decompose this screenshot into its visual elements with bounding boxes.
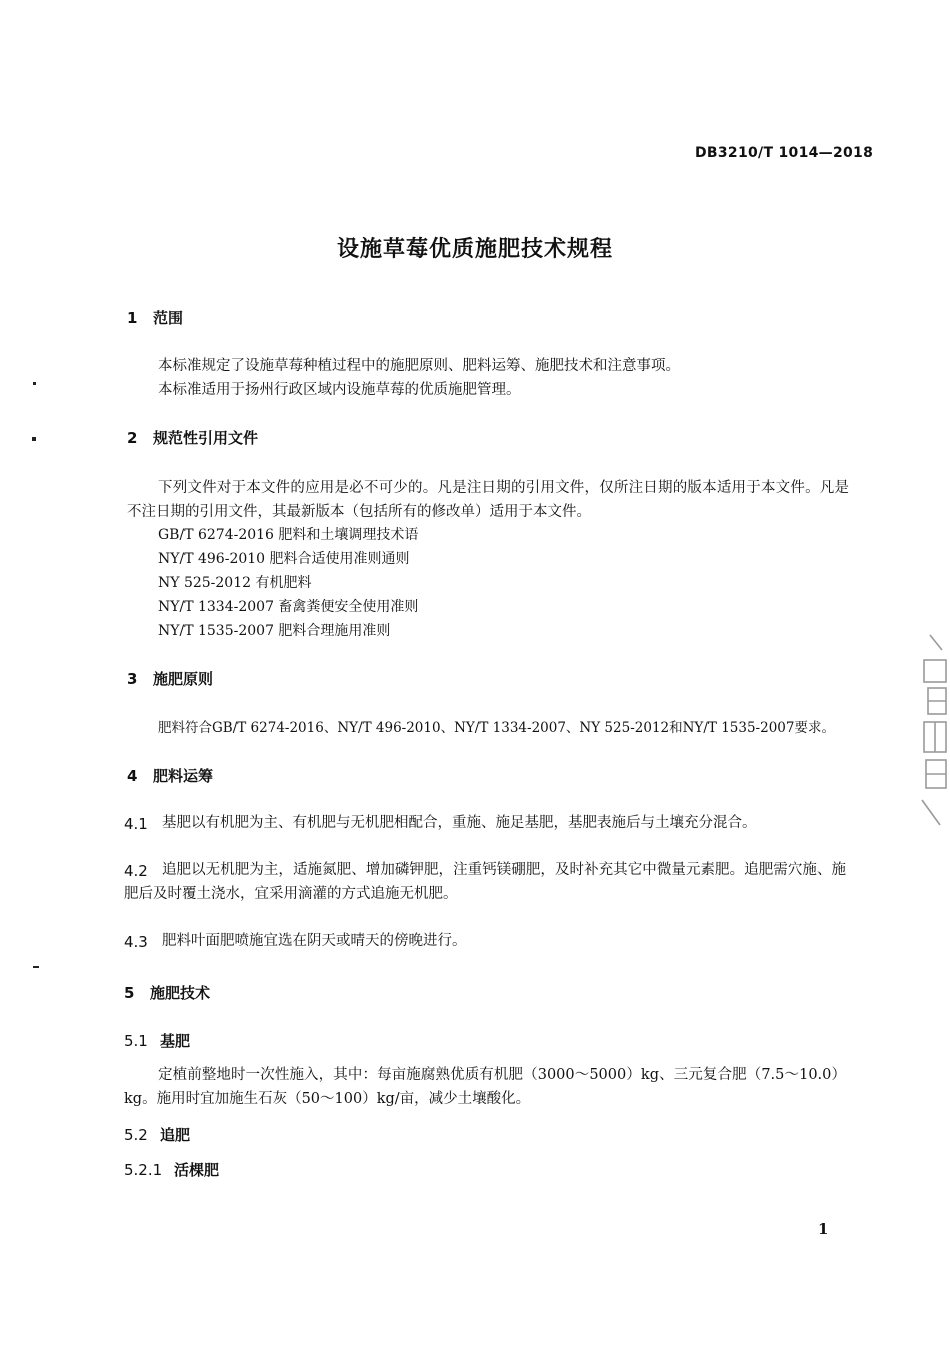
scan-speck: [33, 966, 39, 968]
section-5-heading: [124, 982, 210, 1003]
section-4-heading: [127, 765, 213, 786]
section-title: 范围: [153, 309, 184, 327]
clause-4-3-text: 肥料叶面肥喷施宜选在阴天或晴天的傍晚进行。: [162, 933, 467, 949]
clause-4-3-number: 4.3: [124, 933, 148, 951]
section-number: 2: [127, 429, 138, 447]
scan-speck: [33, 382, 36, 385]
document-title: 设施草莓优质施肥技术规程: [336, 237, 613, 262]
reference-item: NY/T 496-2010 肥料合适使用准则通则: [158, 551, 410, 567]
section-1-heading: [127, 307, 183, 328]
clause-5-2-1-heading: [124, 1159, 219, 1180]
section-3-para: 肥料符合GB/T 6274-2016、NY/T 496-2010、NY/T 1334-2007、NY 525-2012和NY/T 1535-2007要求。: [158, 720, 835, 736]
edge-stamp-mark: [900, 630, 950, 830]
clause-4-2-number: 4.2: [124, 862, 148, 880]
scan-speck: [32, 437, 36, 441]
section-title: 肥料运筹: [153, 767, 214, 785]
section-number: 1: [127, 309, 138, 327]
section-number: 3: [127, 670, 138, 688]
clause-number: 5.2: [124, 1126, 148, 1144]
clause-title: 基肥: [160, 1032, 191, 1050]
section-1-para-2: 本标准适用于扬州行政区域内设施草莓的优质施肥管理。: [158, 382, 521, 398]
clause-4-2-text: 追肥以无机肥为主，适施氮肥、增加磷钾肥，注重钙镁硼肥，及时补充其它中微量元素肥。追肥需穴施、施肥后及时覆土浇水，宜采用滴灌的方式追施无机肥。: [124, 862, 846, 902]
reference-item: GB/T 6274-2016 肥料和土壤调理技术语: [158, 527, 419, 543]
clause-5-1-heading: [124, 1030, 190, 1051]
section-1-para-1: 本标准规定了设施草莓种植过程中的施肥原则、肥料运筹、施肥技术和注意事项。: [158, 358, 680, 374]
clause-5-1-para: 定植前整地时一次性施入，其中：每亩施腐熟优质有机肥（3000～5000）kg、三元复合肥（7.5～10.0）kg。施用时宜加施生石灰（50～100）kg/亩，减少土壤酸化。: [124, 1067, 846, 1107]
clause-4-1-number: 4.1: [124, 815, 148, 833]
section-3-heading: [127, 668, 213, 689]
clause-4-1-text: 基肥以有机肥为主、有机肥与无机肥相配合，重施、施足基肥，基肥表施后与土壤充分混合。: [162, 815, 757, 831]
section-number: 4: [127, 767, 138, 785]
clause-title: 追肥: [160, 1126, 191, 1144]
section-number: 5: [124, 984, 135, 1002]
reference-item: NY/T 1535-2007 肥料合理施用准则: [158, 623, 391, 639]
section-title: 施肥技术: [150, 984, 211, 1002]
section-2-para: 下列文件对于本文件的应用是必不可少的。凡是注日期的引用文件，仅所注日期的版本适用于本文件。凡是不注日期的引用文件，其最新版本（包括所有的修改单）适用于本文件。: [127, 480, 849, 520]
clause-5-2-heading: [124, 1124, 190, 1145]
reference-item: NY/T 1334-2007 畜禽粪便安全使用准则: [158, 599, 419, 615]
clause-number: 5.1: [124, 1032, 148, 1050]
page-number: 1: [818, 1220, 829, 1238]
reference-item: NY 525-2012 有机肥料: [158, 575, 312, 591]
clause-number: 5.2.1: [124, 1161, 163, 1179]
section-title: 规范性引用文件: [153, 429, 259, 447]
clause-title: 活棵肥: [174, 1161, 220, 1179]
document-number: DB3210/T 1014—2018: [695, 145, 874, 161]
section-2-heading: [127, 427, 258, 448]
section-title: 施肥原则: [153, 670, 214, 688]
